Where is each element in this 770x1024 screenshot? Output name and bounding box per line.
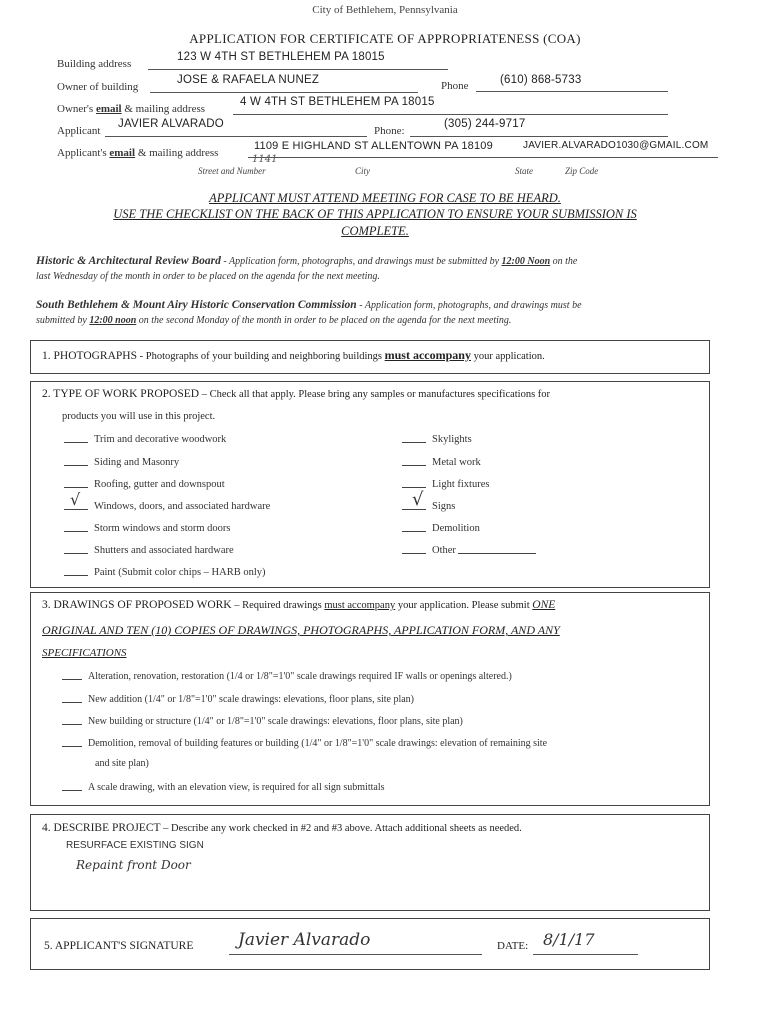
checkbox-blank[interactable] (62, 669, 82, 680)
work-item-label: Siding and Masonry (94, 457, 180, 468)
work-item-demolition[interactable] (402, 521, 480, 534)
drawing-item-alteration[interactable] (62, 669, 512, 682)
drawing-item-label: Demolition, removal of building features or building (1/4" or 1/8"=1'0" scale drawings: elevation of remaining site (88, 738, 548, 749)
applicant-email-label-prefix: Applicant's (57, 147, 107, 159)
checkbox-blank[interactable] (64, 455, 88, 466)
owner-email-label-email: email (95, 103, 122, 115)
checkbox-blank[interactable] (64, 565, 88, 576)
section1-emph: must accompany (384, 348, 471, 362)
work-item-label: Skylights (432, 434, 472, 445)
owner-email-label-prefix: Owner's (57, 103, 94, 115)
section4-header (42, 822, 522, 834)
checkbox-blank[interactable] (64, 432, 88, 443)
harb-deadline: 12:00 Noon (501, 256, 551, 267)
work-item-label: Windows, doors, and associated hardware (94, 501, 271, 512)
work-item-label: Demolition (432, 523, 480, 534)
section2-title: 2. TYPE OF WORK PROPOSED (42, 388, 200, 400)
work-item-roofing[interactable] (64, 477, 225, 490)
work-item-label: Signs (432, 501, 456, 512)
section1-text (42, 348, 545, 363)
work-item-other[interactable] (402, 543, 536, 556)
notice-line2: USE THE CHECKLIST ON THE BACK OF THIS APPLICATION TO ENSURE YOUR SUBMISSION IS (113, 207, 637, 221)
section3-one: ONE (532, 599, 556, 611)
section3-emph: must accompany (324, 600, 396, 611)
windows-check-mark: √ (70, 490, 81, 509)
section3-title: 3. DRAWINGS OF PROPOSED WORK (42, 599, 232, 611)
harb-paragraph (36, 254, 736, 284)
owner-email-field[interactable]: 4 W 4TH ST BETHLEHEM PA 18015 (240, 96, 435, 108)
checkbox-blank[interactable] (64, 477, 88, 488)
project-description-typed[interactable]: RESURFACE EXISTING SIGN (66, 840, 204, 851)
work-item-label: Light fixtures (432, 479, 490, 490)
work-item-label: Other (432, 545, 456, 556)
work-item-label: Shutters and associated hardware (94, 545, 234, 556)
harb-text-b: on the (550, 256, 578, 267)
work-item-skylights[interactable] (402, 432, 472, 445)
work-item-label: Paint (Submit color chips – HARB only) (94, 567, 266, 578)
work-item-paint[interactable] (64, 565, 266, 578)
drawing-item-label: Alteration, renovation, restoration (1/4 or 1/8"=1'0" scale drawings required IF walls or openings altered.) (88, 671, 512, 682)
applicant-email-label-email: email (109, 147, 136, 159)
work-item-metal[interactable] (402, 455, 481, 468)
owner-email-label (57, 103, 205, 115)
owner-phone-label: Phone (441, 80, 469, 92)
applicant-phone-field[interactable]: (305) 244-9717 (444, 118, 526, 130)
section2-text: – Check all that apply. Please bring any samples or manufactures specifications for (199, 389, 551, 400)
hcc-paragraph (36, 298, 736, 328)
work-item-label: Roofing, gutter and downspout (94, 479, 225, 490)
applicant-email-field[interactable]: JAVIER.ALVARADO1030@GMAIL.COM (523, 140, 709, 151)
section2-text2: products you will use in this project. (62, 411, 216, 422)
checkbox-blank[interactable] (402, 455, 426, 466)
checkbox-blank[interactable] (64, 521, 88, 532)
section3-line3: SPECIFICATIONS (42, 647, 127, 659)
section3-text-a: – Required drawings (231, 600, 325, 611)
hcc-title: South Bethlehem & Mount Airy Historic Conservation Commission (36, 299, 357, 311)
work-item-label: Storm windows and storm doors (94, 523, 231, 534)
checkbox-blank[interactable] (402, 432, 426, 443)
hcc-deadline: 12:00 noon (89, 315, 137, 326)
section4-title: 4. DESCRIBE PROJECT (42, 822, 161, 834)
form-title: APPLICATION FOR CERTIFICATE OF APPROPRIATENESS (COA) (189, 31, 581, 46)
drawing-item-demolition[interactable] (62, 736, 547, 749)
section1-title: 1. PHOTOGRAPHS (42, 350, 138, 362)
owner-phone-field[interactable]: (610) 868-5733 (500, 74, 582, 86)
applicant-field[interactable]: JAVIER ALVARADO (118, 118, 224, 130)
owner-label: Owner of building (57, 81, 139, 93)
harb-title: Historic & Architectural Review Board (36, 255, 221, 267)
street-sublabel: Street and Number (198, 166, 266, 176)
applicant-signature: Javier Alvarado (238, 930, 371, 950)
city-sublabel: City (355, 166, 370, 176)
notice-line1: APPLICANT MUST ATTEND MEETING FOR CASE TO BE HEARD. (209, 191, 561, 205)
building-address-label: Building address (57, 58, 132, 70)
work-item-label: Trim and decorative woodwork (94, 434, 227, 445)
checkbox-blank[interactable] (402, 477, 426, 488)
owner-field[interactable]: JOSE & RAFAELA NUNEZ (177, 74, 320, 86)
work-item-windows[interactable] (64, 499, 270, 512)
signature-date[interactable]: 8/1/17 (543, 930, 595, 949)
date-label: DATE: (497, 940, 529, 952)
work-item-label: Metal work (432, 457, 481, 468)
work-item-shutters[interactable] (64, 543, 234, 556)
section3-text-b: your application. Please submit (395, 600, 533, 611)
applicant-address-field[interactable]: 1109 E HIGHLAND ST ALLENTOWN PA 18109 (254, 140, 493, 152)
checkbox-blank[interactable] (64, 543, 88, 554)
work-item-trim[interactable] (64, 432, 226, 445)
drawing-item-sign[interactable] (62, 780, 385, 793)
section3-header (42, 599, 555, 611)
building-address-field[interactable]: 123 W 4TH ST BETHLEHEM PA 18015 (177, 51, 385, 63)
section1-text-a: - Photographs of your building and neighboring buildings (137, 351, 385, 362)
hcc-text-a: - Application form, photographs, and drawings must be (356, 300, 582, 311)
signs-check-mark: √ (412, 489, 424, 510)
harb-text-a: - Application form, photographs, and drawings must be submitted by (220, 256, 502, 267)
applicant-email-label-suffix: & mailing address (137, 147, 219, 159)
drawing-item-label: A scale drawing, with an elevation view, is required for all sign submittals (88, 782, 385, 793)
drawing-item-addition[interactable] (62, 692, 414, 705)
applicant-email-label (57, 147, 218, 159)
zip-sublabel: Zip Code (565, 166, 599, 176)
section5-title: 5. APPLICANT'S SIGNATURE (44, 940, 194, 952)
project-description-handwritten: Repaint front Door (76, 858, 191, 872)
drawing-item-demolition-cont: and site plan) (95, 758, 149, 769)
work-item-storm[interactable] (64, 521, 231, 534)
notice-line3: COMPLETE. (341, 224, 409, 238)
city-header: City of Bethlehem, Pennsylvania (312, 4, 458, 16)
checkbox-blank[interactable] (402, 521, 426, 532)
section4-text: – Describe any work checked in #2 and #3 above. Attach additional sheets as needed. (160, 823, 522, 834)
hcc-line2-b: on the second Monday of the month in order to be placed on the agenda for the next meeting. (136, 315, 512, 326)
applicant-phone-label: Phone: (374, 125, 405, 137)
section1-text-b: your application. (470, 351, 545, 362)
applicant-label: Applicant (57, 125, 101, 137)
checkbox-blank[interactable] (402, 543, 426, 554)
section2-header (42, 388, 550, 400)
drawing-item-label: New building or structure (1/4" or 1/8"=1'0" scale drawings: elevations, floor plans, site plan) (88, 716, 463, 727)
checkbox-blank[interactable] (62, 692, 82, 703)
hcc-line2-a: submitted by (36, 315, 90, 326)
applicant-address-correction: 1141 (252, 154, 278, 165)
harb-line2: last Wednesday of the month in order to be placed on the agenda for the next meeting. (36, 271, 380, 282)
other-blank[interactable] (458, 543, 536, 554)
section3-line2: ORIGINAL AND TEN (10) COPIES OF DRAWINGS, PHOTOGRAPHS, APPLICATION FORM, AND ANY (42, 623, 560, 637)
drawing-item-new-building[interactable] (62, 714, 463, 727)
checkbox-blank[interactable] (62, 714, 82, 725)
drawing-item-label: New addition (1/4" or 1/8"=1'0" scale drawings: elevations, floor plans, site plan) (88, 694, 415, 705)
work-item-siding[interactable] (64, 455, 179, 468)
work-item-signs[interactable] (402, 499, 455, 512)
owner-email-label-suffix: & mailing address (124, 103, 206, 115)
state-sublabel: State (515, 166, 533, 176)
checkbox-blank[interactable] (62, 736, 82, 747)
checkbox-blank[interactable] (62, 780, 82, 791)
